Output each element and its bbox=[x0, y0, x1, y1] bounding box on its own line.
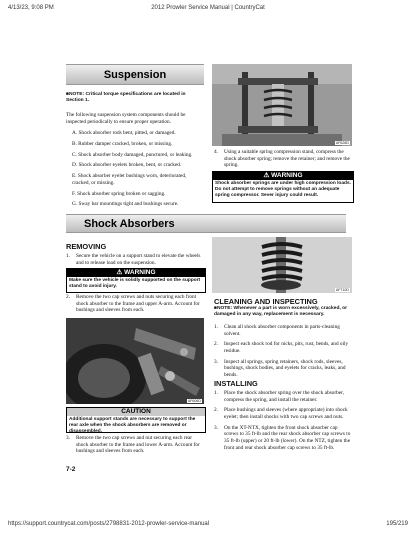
suspension-title: Suspension bbox=[103, 68, 167, 81]
warning-label: ⚠ WARNING bbox=[213, 172, 353, 180]
caution-text: Additional support stands are necessary to support the rear axle when the shock absorbers are removed or disassembled. bbox=[69, 417, 196, 434]
step-4: 4. Using a suitable spring compression stand, compress the shock absorber spring; remove the retainer; and remove the spring. bbox=[214, 149, 350, 169]
caution-box bbox=[66, 407, 206, 433]
list-item: 2. Inspect each shock rod for nicks, pits, rust, bends, and oily residue. bbox=[214, 341, 349, 354]
photo-code: AF628D bbox=[335, 141, 349, 145]
list-item: B. Rubber damper cracked, broken, or missing. bbox=[72, 140, 173, 147]
removing-heading: REMOVING bbox=[66, 242, 107, 251]
spring-compressor-illustration bbox=[212, 64, 352, 146]
list-item: 3. On the XT-NTX, tighten the front shock absorber cap screws to 35 ft-lb and the rear shock absorber cap screws to 35 ft-lb (upper) or 20 ft-lb (lower). On the NTZ, tighten the front and rear shock absorber cap screws to 35 ft-lb. bbox=[214, 424, 351, 451]
list-item: D. Shock absorber eyelets broken, bent, or cracked. bbox=[72, 162, 182, 169]
spring-compressor-photo bbox=[212, 64, 352, 146]
print-page-count: 195/219 bbox=[386, 521, 408, 527]
list-item: 3. Inspect all springs, spring retainers, shock rods, sleeves, bushings, shock bodies, and eyelets for cracks, leaks, and bends. bbox=[214, 358, 346, 378]
front-shock-illustration bbox=[66, 318, 204, 404]
removing-step-1: 1. Secure the vehicle on a support stand to elevate the wheels and to release load on the suspension. bbox=[66, 253, 201, 266]
installing-steps bbox=[214, 390, 352, 455]
installing-heading: INSTALLING bbox=[214, 379, 258, 388]
list-item: F. Shock absorber spring broken or sagging. bbox=[72, 190, 166, 197]
suspension-intro: The following suspension system components should be inspected periodically to ensure proper operation. bbox=[66, 112, 186, 125]
shock-absorbers-title-bar bbox=[66, 214, 346, 233]
removing-warning-box bbox=[66, 268, 206, 293]
print-url: https://support.countrycat.com/posts/2798831-2012-prowler-service-manual bbox=[8, 521, 210, 527]
caution-label: CAUTION bbox=[67, 408, 205, 416]
removing-step-3: 3. Remove the two cap screws and nut securing each rear shock absorber to the frame and lower A-arm. Account for bushings and sleeves from each. bbox=[66, 435, 200, 455]
warning-label: ⚠ WARNING bbox=[67, 269, 205, 277]
list-item: 1. Place the shock absorber spring over the shock absorber, compress the spring, and install the retainer. bbox=[214, 390, 344, 403]
list-item: 2. Place bushings and sleeves (where appropriate) into shock eyelet; then install shocks with two cap screws and nuts. bbox=[214, 407, 348, 420]
list-item: A. Shock absorber rods bent, pitted, or damaged. bbox=[72, 130, 176, 136]
spring-warning-box bbox=[212, 171, 354, 203]
cleaning-steps bbox=[214, 324, 352, 383]
page-number: 7-2 bbox=[66, 466, 76, 473]
photo-code: AF606D bbox=[187, 399, 201, 403]
print-page-title: 2012 Prowler Service Manual | CountryCat bbox=[151, 5, 265, 11]
warning-text: Shock absorber springs are under high compression loads. Do not attempt to remove springs without an adequate spring compressor. Sever injury could result. bbox=[215, 181, 351, 198]
suspension-title-bar bbox=[66, 64, 204, 85]
cleaning-heading: CLEANING AND INSPECTING bbox=[214, 297, 318, 306]
list-item: C. Shock absorber body damaged, punctured, or leaking. bbox=[72, 151, 193, 158]
warning-text: Make sure the vehicle is solidly supported on the support stand to avoid injury. bbox=[69, 278, 201, 289]
shock-spring-illustration bbox=[212, 237, 352, 293]
list-item: 1. Clean all shock absorber components in parts-cleaning solvent. bbox=[214, 324, 340, 337]
list-item: E. Shock absorber eyelet bushings worn, deteriorated, cracked, or missing. bbox=[72, 173, 187, 186]
list-item: G. Sway bar mountings tight and bushings secure. bbox=[72, 201, 179, 208]
front-shock-photo bbox=[66, 318, 204, 404]
cleaning-note: ■NOTE: Whenever a part is worn excessively, cracked, or damaged in any way, replacement is necessary. bbox=[214, 306, 348, 317]
print-datetime: 4/13/23, 9:08 PM bbox=[8, 5, 54, 11]
suspension-list bbox=[72, 130, 204, 212]
shock-absorbers-title: Shock Absorbers bbox=[84, 217, 175, 230]
photo-code: AF710D bbox=[335, 288, 349, 292]
suspension-note: ■NOTE: Critical torque specifications are located in Section 1. bbox=[66, 92, 186, 103]
removing-step-2: 2. Remove the two cap screws and nuts securing each front shock absorber to the frame and upper A-arm. Account for bushings and sleeves from each. bbox=[66, 294, 200, 314]
shock-spring-photo bbox=[212, 237, 352, 293]
